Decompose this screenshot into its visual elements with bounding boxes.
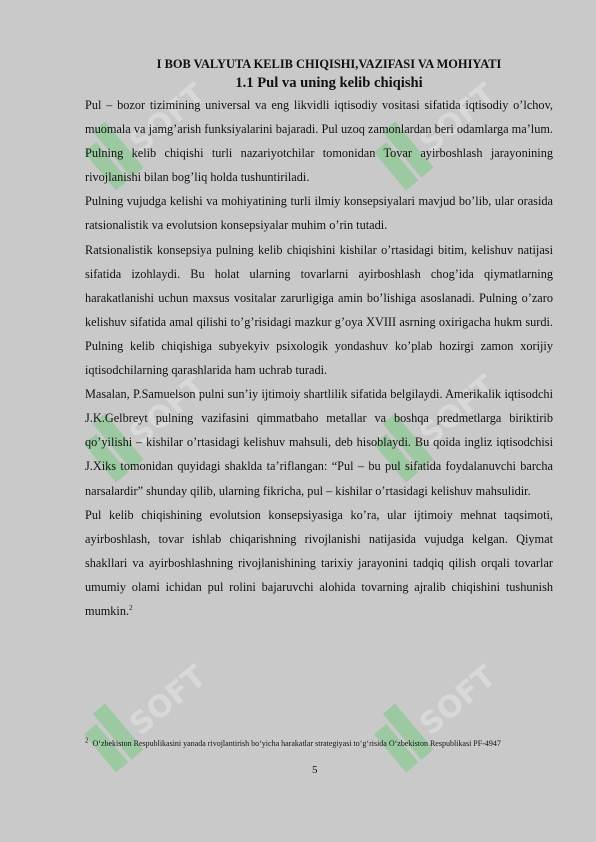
svg-text:SOFT: SOFT [123,369,214,453]
footnote-block [85,736,553,752]
paragraph: Masalan, P.Samuelson pulni sun’iy ijtimoiy shartlilik sifatida belgilaydi. Amerikalik iqtisodchi J.K.Gelbreyt pulning vazifasini qimmatbaho metallar va boshqa predmetlarga biriktirib qo’yilishi – kishilar o’rtasidagi kelishuv mahsuli, deb hisoblaydi. Bu qoida ingliz iqtisodchisi J.Xiks tomonidan quyidagi shaklda ta’riflangan: “Pul – bu pul sifatida foydalanuvchi barcha narsalardir” shunday qilib, ularning fikricha, pul – kishilar o’rtasidagi kelishuv mahsulidir. [85,387,553,498]
paragraph: Pul – bozor tizimining universal va eng likvidli iqtisodiy vositasi sifatida iqtisodiy o’lchov, muomala va jamg’arish funksiyalarini bajaradi. Pul uzoq zamonlardan beri odamlarga ma’lum. Pulning kelib chiqishi turli nazariyotchilar tomonidan Tovar ayirboshlash jarayonining rivojlanishi bilan bog’liq holda tushuntiriladi. [85,98,553,185]
paragraph-text: Pul kelib chiqishining evolutsion konsepsiyasiga ko’ra, ular ijtimoiy mehnat taqsimoti, ayirboshlash, tovar ishlab chiqarishning rivojlanishi natijasida vujudga kelgan. Qiymat shakllari va ayirboshlashning rivojlanishining tarixiy jarayonini tadqiq qilish orqali tovarlar umumiy olami ichidan pul rolini bajaruvchi alohida tovarning ajralib chiqishini tushunish mumkin. [85,507,553,618]
watermark-logo [72,659,214,780]
footnote-text: O‘zbekiston Respublikasini yanada rivojlantirish bo‘yicha harakatlar strategiyasi to‘g‘risida O‘zbekiston Respublikasi PF-4947 [92,739,501,748]
footnote [85,736,553,752]
watermark-logo [362,659,504,780]
footnote-reference[interactable]: 2 [129,603,133,612]
page-content [85,56,553,623]
section-title: 1.1 Pul va uning kelib chiqishi [235,75,423,91]
body-text [85,93,553,623]
svg-text:SOFT: SOFT [413,77,504,161]
chapter-title: I BOB VALYUTA KELIB CHIQISHI,VAZIFASI VA MOHIYATI [156,57,502,71]
footnote-mark: 2 [85,736,89,745]
svg-text:SOFT: SOFT [123,77,214,161]
svg-text:SOFT: SOFT [413,369,504,453]
paragraph: Ratsionalistik konsepsiya pulning kelib chiqishini kishilar o’rtasidagi bitim, kelishuv natijasi sifatida izohlaydi. Bu holat ularning tovarlarni ayirboshlash chog’ida qiymatlarning harakatlanishi uchun maxsus vositalar zarurligiga amin bo’lishiga asoslanadi. Pulning o’zaro kelishuv sifatida amal qilishi to’g’risidagi mazkur g’oya XVIII asrning oxirigacha hukm surdi. Pulning kelib chiqishiga subyekyiv psixologik yondashuv ko’plab hozirgi zamon xorijiy iqtisodchilarning qarashlarida ham uchrab turadi. [85,242,553,378]
svg-text:SOFT: SOFT [123,659,214,743]
paragraph [85,503,553,623]
svg-text:SOFT: SOFT [413,659,504,743]
paragraph: Pulning vujudga kelishi va mohiyatining turli ilmiy konsepsiyalari mavjud bo’lib, ular orasida ratsionalistik va evolutsion konsepsiyalar muhim o’rin tutadi. [85,194,553,233]
page-number: 5 [312,764,318,776]
